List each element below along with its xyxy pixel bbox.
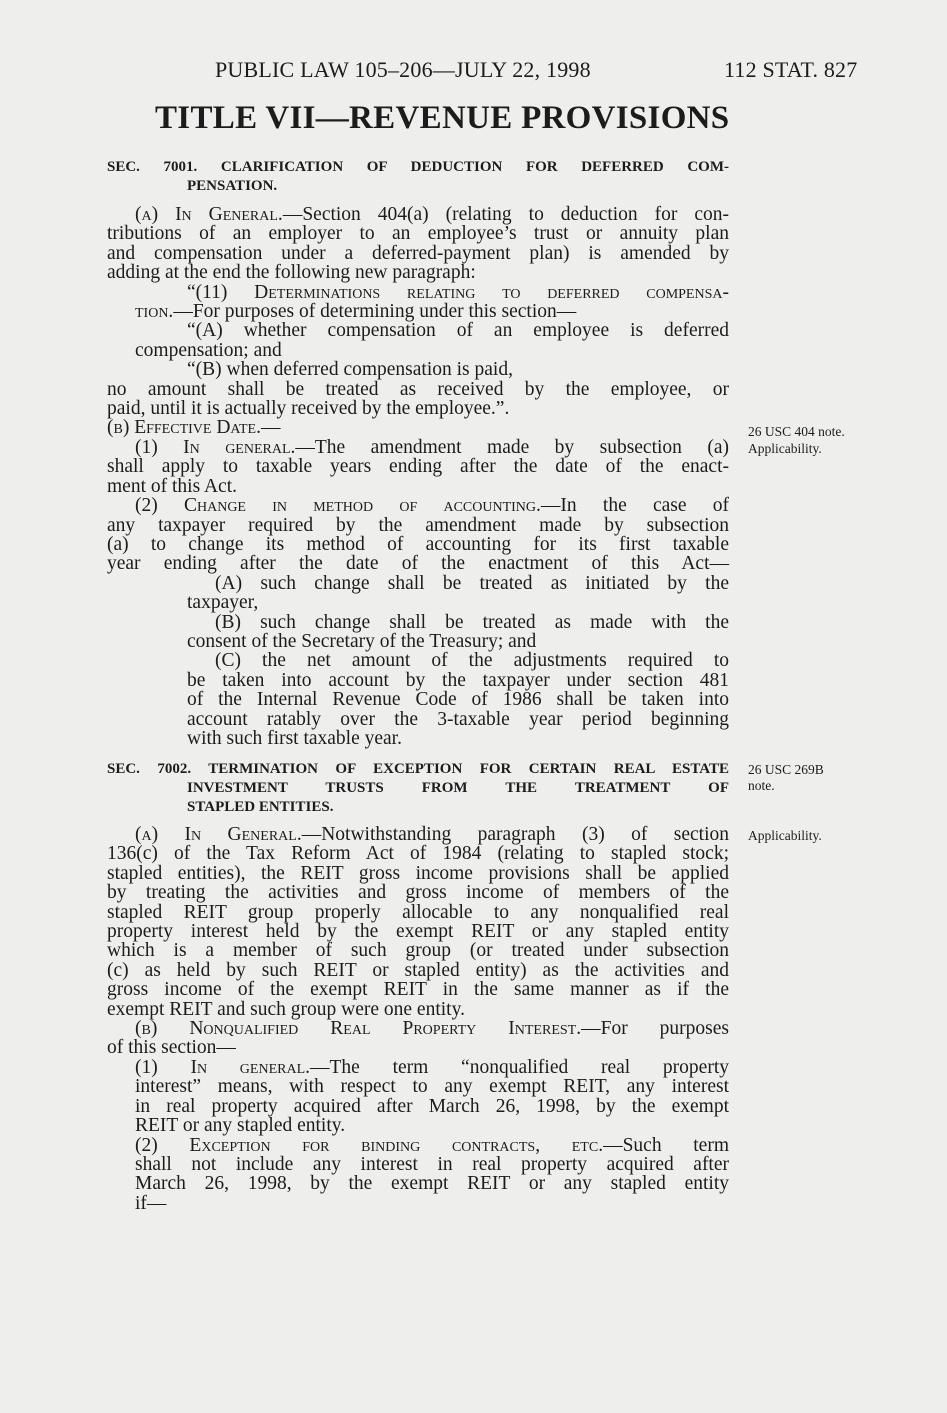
text-line: (C) the net amount of the adjustments required to	[215, 650, 729, 672]
text-line: adding at the end the following new paragraph:	[107, 262, 476, 284]
text-line: of this section—	[107, 1037, 236, 1059]
sec-7001-heading	[107, 158, 729, 196]
text-line: property interest held by the exempt REIT or any stapled entity	[107, 921, 729, 943]
margin-note-applicability: Applicability.	[748, 828, 822, 843]
text-line: “(11) Determinations relating to deferred compensa-	[187, 281, 729, 303]
text-line: any taxpayer required by the amendment made by subsection	[107, 514, 729, 536]
text-line: be taken into account by the taxpayer under section 481	[187, 669, 729, 691]
text-line: (A) such change shall be treated as initiated by the	[215, 572, 729, 594]
text-line: paid, until it is actually received by the employee.”.	[107, 398, 510, 420]
text-line: no amount shall be treated as received by the employee, or	[107, 378, 729, 400]
text-line: if—	[135, 1192, 167, 1214]
text-line: (1) In general.—The term “nonqualified real property	[135, 1056, 729, 1078]
text-line: with such first taxable year.	[187, 727, 402, 749]
text-line: (b) Effective Date.—	[107, 417, 281, 439]
title-heading: TITLE VII—REVENUE PROVISIONS	[155, 100, 730, 136]
margin-note-usc-404: 26 USC 404 note.	[748, 424, 845, 439]
margin-note-line: note.	[748, 778, 775, 793]
text-line: account ratably over the 3-taxable year period beginning	[187, 708, 729, 730]
running-header-page: 112 STAT. 827	[724, 57, 858, 82]
text-line: of the Internal Revenue Code of 1986 shall be taken into	[187, 689, 729, 711]
text-line: shall not include any interest in real property acquired after	[135, 1153, 729, 1175]
text-line: (1) In general.—The amendment made by subsection (a)	[135, 436, 729, 458]
sec-7002-heading	[107, 760, 729, 817]
text-line: taxpayer,	[187, 592, 259, 614]
text-line: year ending after the date of the enactment of this Act—	[107, 553, 729, 575]
sec-7002-heading-line: SEC. 7002. TERMINATION OF EXCEPTION FOR CERTAIN REAL ESTATE	[107, 761, 729, 777]
text-line: consent of the Secretary of the Treasury; and	[187, 630, 537, 652]
text-line: interest” means, with respect to any exempt REIT, any interest	[135, 1076, 729, 1098]
text-line: ment of this Act.	[107, 475, 237, 497]
sec-7002-heading-line: STAPLED ENTITIES.	[187, 799, 334, 815]
text-line: (b) Nonqualified Real Property Interest.—For purposes	[135, 1018, 730, 1040]
text-line: March 26, 1998, by the exempt REIT or any stapled entity	[135, 1173, 729, 1195]
text-line: stapled entities), the REIT gross income provisions shall be applied	[107, 862, 729, 884]
text-line: “(B) when deferred compensation is paid,	[187, 359, 513, 381]
text-line: REIT or any stapled entity.	[135, 1115, 346, 1137]
text-line: (a) In General.—Section 404(a) (relating to deduction for con-	[135, 204, 729, 225]
text-line: (c) as held by such REIT or stapled entity) as the activities and	[107, 959, 729, 981]
text-line: in real property acquired after March 26, 1998, by the exempt	[135, 1095, 729, 1117]
sec-7002-heading-line: INVESTMENT TRUSTS FROM THE TREATMENT OF	[187, 780, 729, 796]
margin-note-usc-269b	[748, 762, 824, 794]
text-line: (2) Exception for binding contracts, etc.—Such term	[135, 1134, 729, 1156]
text-line: compensation; and	[135, 339, 282, 361]
text-line: exempt REIT and such group were one entity.	[107, 998, 465, 1020]
margin-note-line: 26 USC 269B	[748, 762, 824, 777]
text-line: and compensation under a deferred-payment plan) is amended by	[107, 242, 729, 264]
text-line: (a) In General.—Notwithstanding paragraph (3) of section	[135, 824, 730, 845]
sec-7001-heading-line: PENSATION.	[187, 178, 278, 194]
text-line: tributions of an employer to an employee’s trust or annuity plan	[107, 223, 729, 245]
running-header-law: PUBLIC LAW 105–206—JULY 22, 1998	[215, 57, 591, 82]
text-line: (a) to change its method of accounting for its first taxable	[107, 533, 729, 555]
text-line: (2) Change in method of accounting.—In the case of	[135, 495, 730, 517]
text-line: “(A) whether compensation of an employee is deferred	[187, 320, 729, 342]
text-line: shall apply to taxable years ending after the date of the enact-	[107, 456, 729, 478]
sec-7001-body	[107, 205, 729, 748]
sec-7002-body	[107, 825, 729, 1213]
text-line: by treating the activities and gross income of members of the	[107, 882, 729, 904]
sec-7001-heading-line: SEC. 7001. CLARIFICATION OF DEDUCTION FOR DEFERRED COM-	[107, 159, 729, 175]
text-line: tion.—For purposes of determining under this section—	[135, 301, 577, 323]
text-line: 136(c) of the Tax Reform Act of 1984 (relating to stapled stock;	[107, 843, 729, 865]
text-line: which is a member of such group (or treated under subsection	[107, 940, 729, 962]
margin-note-applicability: Applicability.	[748, 441, 822, 456]
text-line: stapled REIT group properly allocable to any nonqualified real	[107, 901, 729, 923]
text-line: (B) such change shall be treated as made with the	[215, 611, 729, 633]
text-line: gross income of the exempt REIT in the same manner as if the	[107, 979, 729, 1001]
